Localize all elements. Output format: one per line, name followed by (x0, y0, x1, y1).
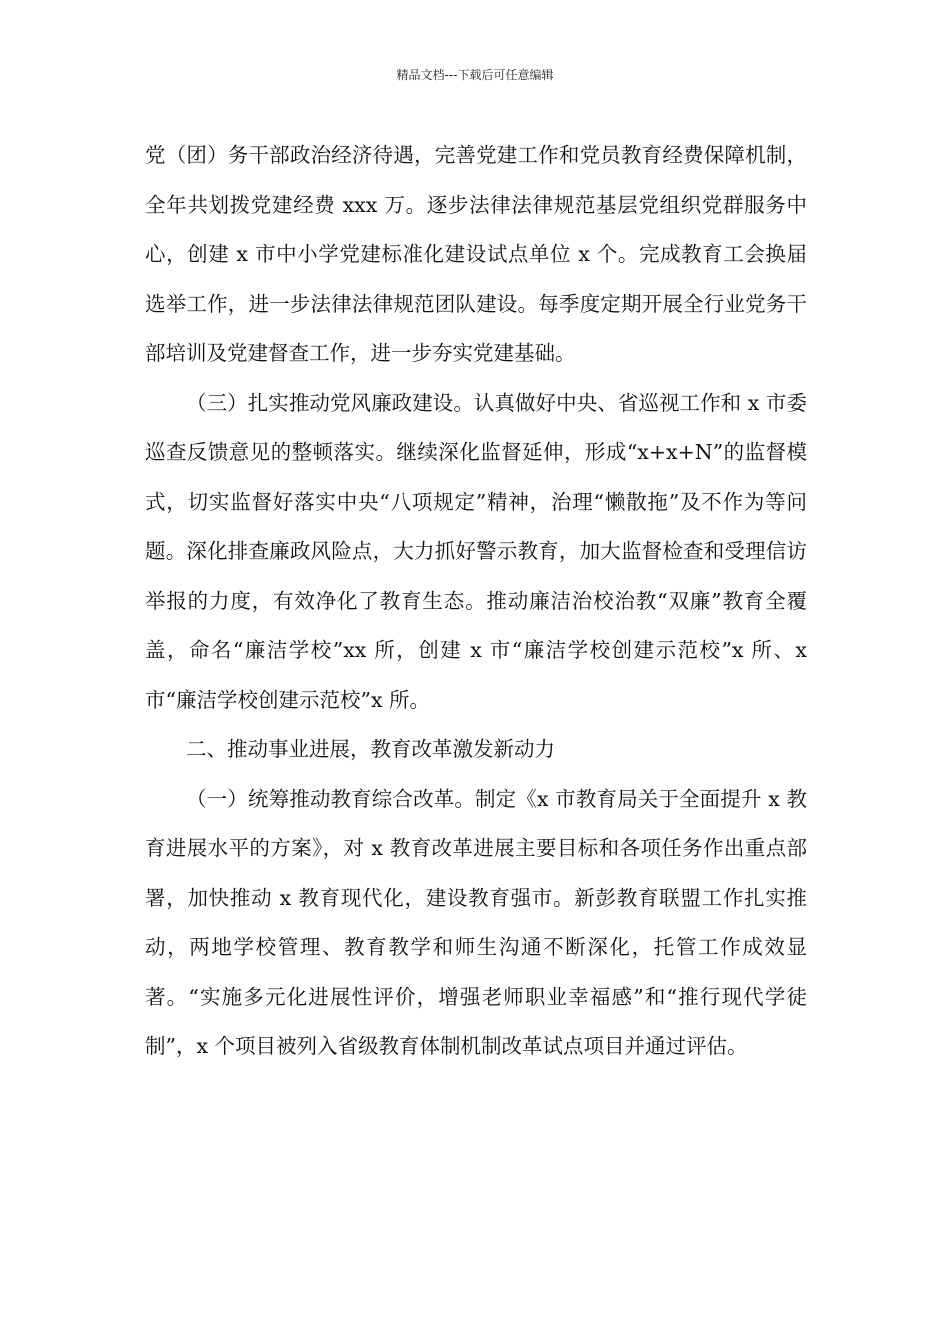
paragraph-party-funding: 党（团）务干部政治经济待遇，完善党建工作和党员教育经费保障机制，全年共划拨党建经费 xxx 万。逐步法律法律规范基层党组织党群服务中心，创建 x 市中小学党建标准化建设试点单位 x 个。完成教育工会换届选举工作，进一步法律法律规范团队建设。每季度定期开展全行业党务干部培训及党建督查工作，进一步夯实党建基础。 (145, 143, 807, 365)
paragraph-integrity-building: （三）扎实推动党风廉政建设。认真做好中央、省巡视工作和 x 市委巡查反馈意见的整顿落实。继续深化监督延伸，形成“x+x+N”的监督模式，切实监督好落实中央“八项规定”精神，治理“懒散拖”及不作为等问题。深化排查廉政风险点，大力抓好警示教育，加大监督检查和受理信访举报的力度，有效净化了教育生态。推动廉洁治校治教“双廉”教育全覆盖，命名“廉洁学校”xx 所，创建 x 市“廉洁学校创建示范校”x 所、x 市“廉洁学校创建示范校”x 所。 (145, 390, 807, 712)
section-heading-reform: 二、推动事业进展，教育改革激发新动力 (186, 737, 555, 761)
paragraph-comprehensive-reform: （一）统筹推动教育综合改革。制定《x 市教育局关于全面提升 x 教育进展水平的方案》，对 x 教育改革进展主要目标和各项任务作出重点部署，加快推动 x 教育现代化，建设教育强市。新彭教育联盟工作扎实推动，两地学校管理、教育教学和师生沟通不断深化，托管工作成效显著。“实施多元化进展性评价，增强老师职业幸福感”和“推行现代学徒制”，x 个项目被列入省级教育体制机制改革试点项目并通过评估。 (145, 786, 807, 1058)
document-body (145, 131, 807, 1072)
page-header: 精品文档---下载后可任意编辑 (396, 68, 554, 82)
